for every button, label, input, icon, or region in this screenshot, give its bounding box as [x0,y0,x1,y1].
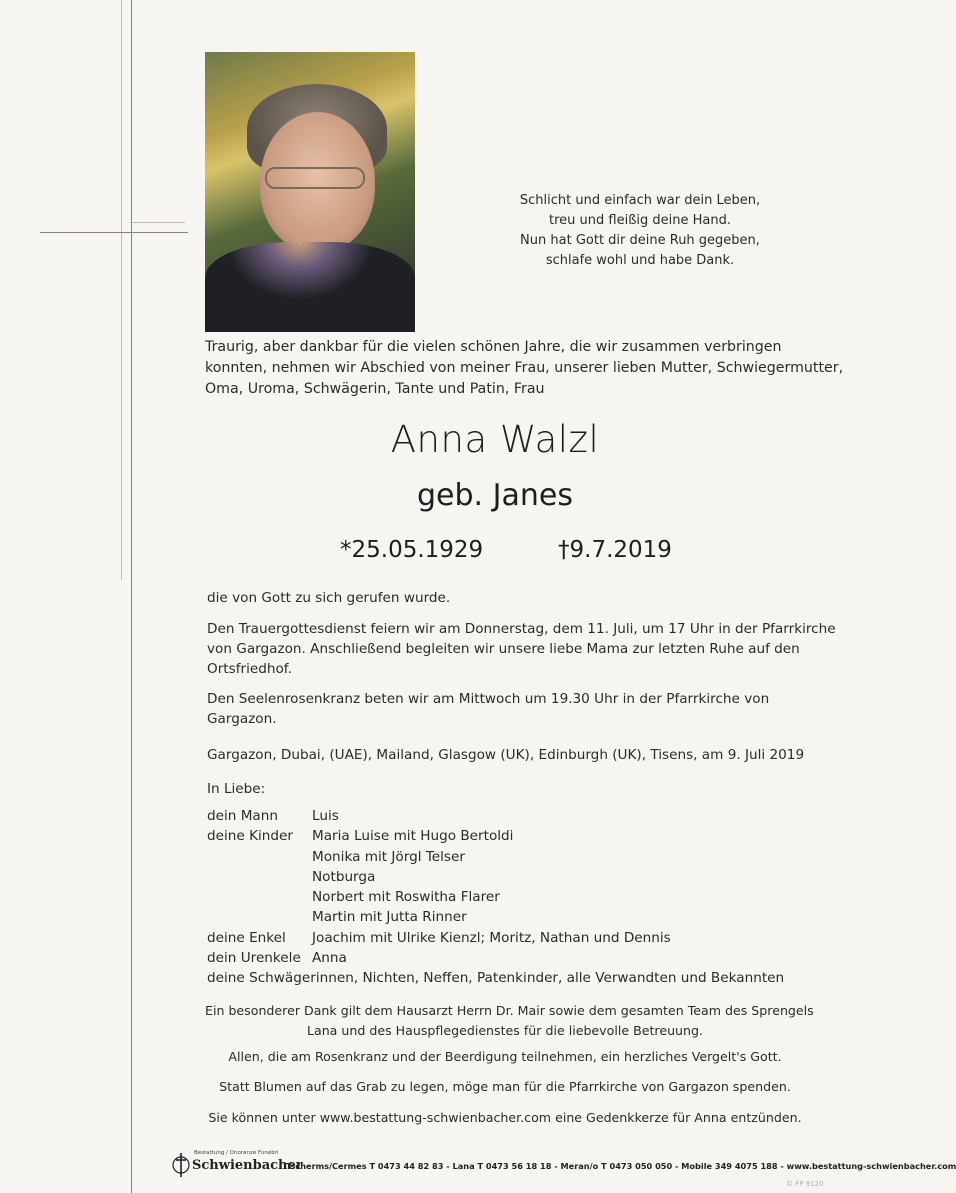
family-row [207,889,807,909]
cross-vertical-line [131,0,132,1193]
cross-horizontal-line-thin [130,222,185,223]
cross-logo-icon [172,1152,190,1178]
poem-line: treu und fleißig deine Hand. [549,213,731,228]
family-names: Joachim mit Ulrike Kienzl; Moritz, Nathan und Dennis [312,929,671,946]
family-row [207,950,807,970]
footer [172,1150,956,1182]
thanks-participants: Allen, die am Rosenkranz und der Beerdigung teilnehmen, ein herzliches Vergelt's Gott. [228,1049,782,1064]
family-row [207,909,807,929]
intro-text [205,337,844,400]
poem-line: Nun hat Gott dir deine Ruh gegeben, [520,233,760,248]
family-extra-row [207,970,807,990]
family-row [207,930,807,950]
relation: deine Enkel [207,929,286,946]
relation: deine Kinder [207,828,293,845]
called-text: die von Gott zu sich gerufen wurde. [207,590,451,606]
relation: dein Mann [207,808,278,824]
birth-date: *25.05.1929 [340,537,484,563]
family-names: Martin mit Jutta Rinner [312,909,467,926]
rosary-paragraph: Den Seelenrosenkranz beten wir am Mittwoch um 19.30 Uhr in der Pfarrkirche von Gargazon. [207,691,770,727]
family-names: Monika mit Jörgl Telser [312,848,465,865]
family-row [207,869,807,889]
maiden-name: geb. Janes [417,478,573,513]
flowers-note: Statt Blumen auf das Grab zu legen, möge man für die Pfarrkirche von Gargazon spenden. [219,1079,791,1094]
portrait-photo [205,52,415,320]
poem-line: schlafe wohl und habe Dank. [545,253,735,268]
candle-note: Sie können unter www.bestattung-schwienbacher.com eine Gedenkkerze für Anna entzünden. [208,1110,802,1125]
deceased-name: Anna Walzl [390,418,600,461]
death-date: †9.7.2019 [558,537,672,563]
poem [490,191,790,271]
family-row [207,808,807,828]
family-names: Norbert mit Roswitha Flarer [312,889,500,906]
contact-line: Tscherms/Cermes T 0473 44 82 83 - Lana T 0473 56 18 18 - Meran/o T 0473 050 050 - Mobile 349 4075 188 - www.bestattung-schwienbacher.com [286,1161,956,1171]
family-extra: deine Schwägerinnen, Nichten, Neffen, Patenkinder, alle Verwandten und Bekannten [207,970,785,987]
family-list [207,808,807,991]
logo-name: Schwienbacher [192,1158,303,1173]
family-names: Luis [312,808,339,824]
in-love-label: In Liebe: [207,781,266,797]
relation: dein Urenkele [207,950,301,967]
family-row [207,849,807,869]
logo-subtitle: Bestattung / Onoranze Funebri [194,1150,279,1156]
intro-line: konnten, nehmen wir Abschied von meiner Frau, unserer lieben Mutter, Schwiegermutter, [205,360,844,376]
family-names: Maria Luise mit Hugo Bertoldi [312,828,514,845]
family-names: Anna [312,950,347,967]
cross-vertical-line-thin [121,0,122,580]
family-names: Notburga [312,868,376,885]
intro-line: Oma, Uroma, Schwägerin, Tante und Patin, Frau [205,381,545,397]
thanks-doctor: Ein besonderer Dank gilt dem Hausarzt Herrn Dr. Mair sowie dem gesamten Team des Sprengels Lana und des Hauspflegedienstes für die liebevolle Betreuung. [205,1003,814,1038]
family-row [207,828,807,848]
cross-horizontal-line [40,232,188,233]
poem-line: Schlicht und einfach war dein Leben, [519,193,761,208]
places-line: Gargazon, Dubai, (UAE), Mailand, Glasgow (UK), Edinburgh (UK), Tisens, am 9. Juli 2019 [207,747,805,763]
document-code: © FP 9120 [786,1180,824,1188]
service-paragraph: Den Trauergottesdienst feiern wir am Donnerstag, dem 11. Juli, um 17 Uhr in der Pfarrkirche von Gargazon. Anschließend begleiten wir unsere liebe Mama zur letzten Ruhe auf den Ortsfriedhof. [207,621,836,677]
intro-line: Traurig, aber dankbar für die vielen schönen Jahre, die wir zusammen verbringen [205,339,782,355]
